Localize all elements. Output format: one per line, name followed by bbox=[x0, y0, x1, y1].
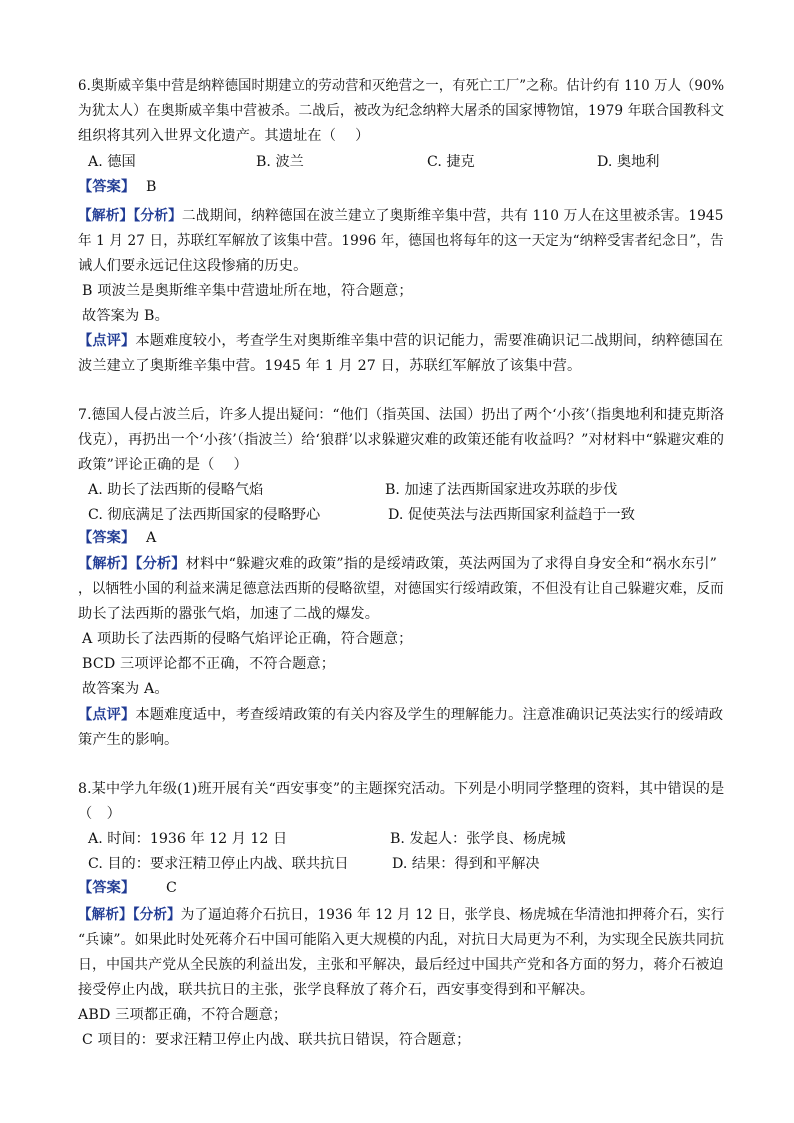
q6-comment-text: 本题难度较小，考查学生对奥斯维辛集中营的识记能力，需要准确识记二战期间，纳粹德国在 bbox=[135, 333, 724, 349]
q8-stem-line-2: （ ） bbox=[78, 806, 122, 822]
q8-analysis-text: 为了逼迫蒋介石抗日，1936 年 12 月 12 日，张学良、杨虎城在华清池扣押蒋介石，实行 bbox=[180, 907, 725, 923]
q7-comment-tag: 【点评】 bbox=[78, 707, 136, 723]
q6-stem-line-3: 组织将其列入世界文化遗产。其遗址在（ ） bbox=[78, 128, 370, 144]
q6-analysis-line-1 bbox=[78, 206, 724, 226]
q7-answer-label: 【答案】 bbox=[78, 530, 136, 546]
q6-comment-line-2: 波兰建立了奥斯维辛集中营。1945 年 1 月 27 日，苏联红军解放了该集中营。 bbox=[78, 358, 582, 374]
q7-stem-line-2: 伐克），再扔出一个‘小孩’（指波兰）给‘狼群’以求躲避灾难的政策还能有收益吗？”对材料中“躲避灾难的 bbox=[78, 432, 725, 448]
q6-option-b: B. 波兰 bbox=[256, 154, 304, 170]
q8-analysis-line-3: 日，中国共产党从全民族的利益出发，主张和平解决，最后经过中国共产党和各方面的努力，蒋介石被迫 bbox=[78, 957, 724, 973]
q6-analysis-line-5: 故答案为 B。 bbox=[82, 308, 169, 324]
q6-analysis-text: 二战期间，纳粹德国在波兰建立了奥斯维辛集中营，共有 110 万人在这里被杀害。1945 bbox=[181, 208, 724, 224]
q6-stem-line-2: 为犹太人）在奥斯威辛集中营被杀。二战后，被改为纪念纳粹大屠杀的国家博物馆，1979 年联合国教科文 bbox=[78, 103, 725, 119]
q7-analysis-line-4: A 项助长了法西斯的侵略气焰评论正确，符合题意； bbox=[82, 631, 413, 647]
q8-analysis-tag: 【解析】 bbox=[78, 907, 133, 923]
q7-analysis-line-2: ，以牺牲小国的利益来满足德意法西斯的侵略欲望，对德国实行绥靖政策，不但没有让自己躲避灾难，反而 bbox=[78, 581, 724, 597]
q6-answer bbox=[78, 177, 157, 197]
q6-analysis-subtag: 【分析】 bbox=[133, 208, 182, 224]
q6-analysis-line-2: 年 1 月 27 日，苏联红军解放了该集中营。1996 年，德国也将每年的这一天定为“纳粹受害者纪念日”，告 bbox=[78, 233, 724, 249]
q6-option-c: C. 捷克 bbox=[427, 154, 475, 170]
q8-analysis-line-1 bbox=[78, 905, 724, 925]
q7-comment-text: 本题难度适中，考查绥靖政策的有关内容及学生的理解能力。注意准确识记英法实行的绥靖政 bbox=[135, 707, 724, 723]
q8-answer bbox=[78, 878, 177, 898]
q8-answer-label: 【答案】 bbox=[78, 880, 136, 896]
q6-analysis-tag: 【解析】 bbox=[78, 208, 134, 224]
q8-analysis-line-5: ABD 三项都正确，不符合题意； bbox=[78, 1007, 288, 1023]
q8-option-b: B. 发起人：张学良、杨虎城 bbox=[390, 831, 566, 847]
q7-option-b: B. 加速了法西斯国家进攻苏联的步伐 bbox=[385, 482, 618, 498]
q8-option-d: D. 结果：得到和平解决 bbox=[392, 856, 540, 872]
q6-option-d: D. 奥地利 bbox=[597, 154, 660, 170]
q8-stem-line-1: 8.某中学九年级(1)班开展有关“西安事变”的主题探究活动。下列是小明同学整理的资料，其中错误的是 bbox=[78, 781, 725, 797]
q6-stem-line-1: 6.奥斯威辛集中营是纳粹德国时期建立的劳动营和灭绝营之一，有死亡工厂”之称。估计约有 110 万人（90% bbox=[78, 78, 725, 94]
q6-answer-value: B bbox=[146, 179, 157, 195]
q7-comment-line-1 bbox=[78, 705, 723, 725]
q7-answer-value: A bbox=[146, 530, 157, 546]
q6-analysis-line-3: 诫人们要永远记住这段惨痛的历史。 bbox=[78, 258, 308, 274]
q6-option-a: A. 德国 bbox=[88, 154, 136, 170]
q8-option-c: C. 目的：要求汪精卫停止内战、联共抗日 bbox=[88, 856, 349, 872]
q8-analysis-line-6: C 项目的：要求汪精卫停止内战、联共抗日错误，符合题意； bbox=[82, 1032, 471, 1048]
q7-option-a: A. 助长了法西斯的侵略气焰 bbox=[88, 482, 264, 498]
q7-analysis-text: 材料中“躲避灾难的政策”指的是绥靖政策，英法两国为了求得自身安全和“祸水东引” bbox=[185, 556, 718, 572]
q6-analysis-line-4: B 项波兰是奥斯维辛集中营遗址所在地，符合题意； bbox=[82, 283, 413, 299]
q6-answer-label: 【答案】 bbox=[78, 179, 136, 195]
q7-analysis-subtag: 【分析】 bbox=[135, 556, 186, 572]
q7-analysis-line-5: BCD 三项评论都不正确，不符合题意； bbox=[82, 656, 336, 672]
q8-answer-value: C bbox=[166, 880, 178, 896]
q7-analysis-tag: 【解析】 bbox=[78, 556, 136, 572]
q8-analysis-subtag: 【分析】 bbox=[132, 907, 181, 923]
q8-analysis-line-4: 接受停止内战，联共抗日的主张，张学良释放了蒋介石，西安事变得到和平解决。 bbox=[78, 982, 595, 998]
q8-analysis-line-2: “兵谏”。如果此时处死蒋介石中国可能陷入更大规模的内乱，对抗日大局更为不利，为实现全民族共同抗 bbox=[78, 932, 725, 948]
q7-option-c: C. 彻底满足了法西斯国家的侵略野心 bbox=[88, 507, 321, 523]
q7-answer bbox=[78, 528, 156, 548]
q7-analysis-line-3: 助长了法西斯的嚣张气焰，加速了二战的爆发。 bbox=[78, 606, 380, 622]
q7-analysis-line-6: 故答案为 A。 bbox=[82, 681, 169, 697]
q7-analysis-line-1 bbox=[78, 554, 717, 574]
q6-comment-tag: 【点评】 bbox=[78, 333, 136, 349]
q7-comment-line-2: 策产生的影响。 bbox=[78, 732, 179, 748]
q7-option-d: D. 促使英法与法西斯国家利益趋于一致 bbox=[388, 507, 635, 523]
q7-stem-line-3: 政策”评论正确的是（ ） bbox=[78, 457, 248, 473]
q7-stem-line-1: 7.德国人侵占波兰后，许多人提出疑问：“他们（指英国、法国）扔出了两个‘小孩’（指奥地利和捷克斯洛 bbox=[78, 407, 725, 423]
q6-comment-line-1 bbox=[78, 331, 723, 351]
q8-option-a: A. 时间：1936 年 12 月 12 日 bbox=[88, 831, 288, 847]
